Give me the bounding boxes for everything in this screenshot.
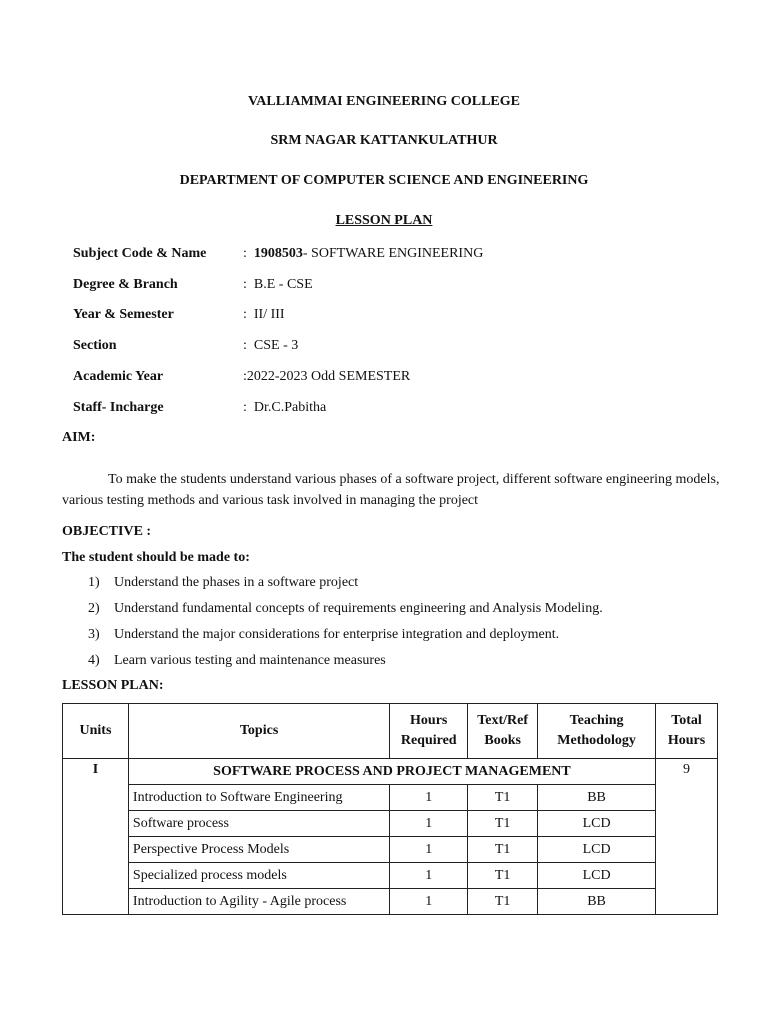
doc-title: LESSON PLAN — [335, 213, 433, 228]
col-header-hours: Hours Required — [390, 704, 468, 759]
hours-cell: 1 — [390, 837, 468, 863]
table-section-row — [63, 759, 718, 785]
book-cell: T1 — [468, 863, 538, 889]
col-header-units: Units — [63, 704, 129, 759]
col-header-methodology: Teaching Methodology — [538, 704, 656, 759]
info-label-degree: Degree & Branch — [73, 277, 178, 292]
col-header-topics: Topics — [128, 704, 389, 759]
objective-item: 3) Understand the major considerations for enterprise integration and deployment. — [88, 627, 560, 642]
method-cell: LCD — [538, 837, 656, 863]
objective-heading: OBJECTIVE : — [62, 524, 152, 539]
table-row — [63, 785, 718, 811]
method-cell: LCD — [538, 863, 656, 889]
info-label-staff: Staff- Incharge — [73, 400, 164, 415]
college-location: SRM NAGAR KATTANKULATHUR — [270, 133, 498, 148]
info-label-academic-year: Academic Year — [73, 369, 164, 384]
info-value-section: : CSE - 3 — [243, 338, 299, 353]
table-row — [63, 863, 718, 889]
hours-cell: 1 — [390, 863, 468, 889]
topic-cell: Perspective Process Models — [128, 837, 389, 863]
hours-cell: 1 — [390, 785, 468, 811]
lesson-plan-table — [62, 703, 718, 915]
col-header-books: Text/Ref Books — [468, 704, 538, 759]
topic-cell: Introduction to Software Engineering — [128, 785, 389, 811]
aim-heading: AIM: — [62, 430, 96, 445]
table-header-row — [63, 704, 718, 759]
objective-subheading: The student should be made to: — [62, 550, 250, 565]
book-cell: T1 — [468, 785, 538, 811]
book-cell: T1 — [468, 811, 538, 837]
info-value-degree: : B.E - CSE — [243, 277, 313, 292]
col-header-total: Total Hours — [656, 704, 718, 759]
info-label-section: Section — [73, 338, 117, 353]
method-cell: BB — [538, 785, 656, 811]
total-hours: 9 — [656, 759, 718, 915]
book-cell: T1 — [468, 837, 538, 863]
unit-number: I — [63, 759, 129, 915]
unit-title: SOFTWARE PROCESS AND PROJECT MANAGEMENT — [128, 759, 655, 785]
table-row — [63, 811, 718, 837]
info-value-subject: : 1908503- SOFTWARE ENGINEERING — [243, 246, 484, 261]
info-value-academic-year: :2022-2023 Odd SEMESTER — [243, 369, 411, 384]
department-name: DEPARTMENT OF COMPUTER SCIENCE AND ENGINEERING — [179, 173, 589, 188]
table-row — [63, 889, 718, 915]
book-cell: T1 — [468, 889, 538, 915]
method-cell: LCD — [538, 811, 656, 837]
hours-cell: 1 — [390, 811, 468, 837]
objective-item: 2) Understand fundamental concepts of requirements engineering and Analysis Modeling. — [88, 601, 603, 616]
table-row — [63, 837, 718, 863]
objective-item: 4) Learn various testing and maintenance measures — [88, 653, 386, 668]
info-label-subject: Subject Code & Name — [73, 246, 207, 261]
info-value-year: : II/ III — [243, 307, 285, 322]
hours-cell: 1 — [390, 889, 468, 915]
topic-cell: Specialized process models — [128, 863, 389, 889]
info-label-year: Year & Semester — [73, 307, 174, 322]
info-value-staff: : Dr.C.Pabitha — [243, 400, 327, 415]
objective-item: 1) Understand the phases in a software project — [88, 575, 359, 590]
method-cell: BB — [538, 889, 656, 915]
lesson-plan-heading: LESSON PLAN: — [62, 678, 164, 693]
college-name: VALLIAMMAI ENGINEERING COLLEGE — [247, 94, 520, 109]
topic-cell: Introduction to Agility - Agile process — [128, 889, 389, 915]
aim-text: To make the students understand various phases of a software project, different software engineering models, various testing methods and various task involved in managing the project — [62, 472, 720, 508]
topic-cell: Software process — [128, 811, 389, 837]
